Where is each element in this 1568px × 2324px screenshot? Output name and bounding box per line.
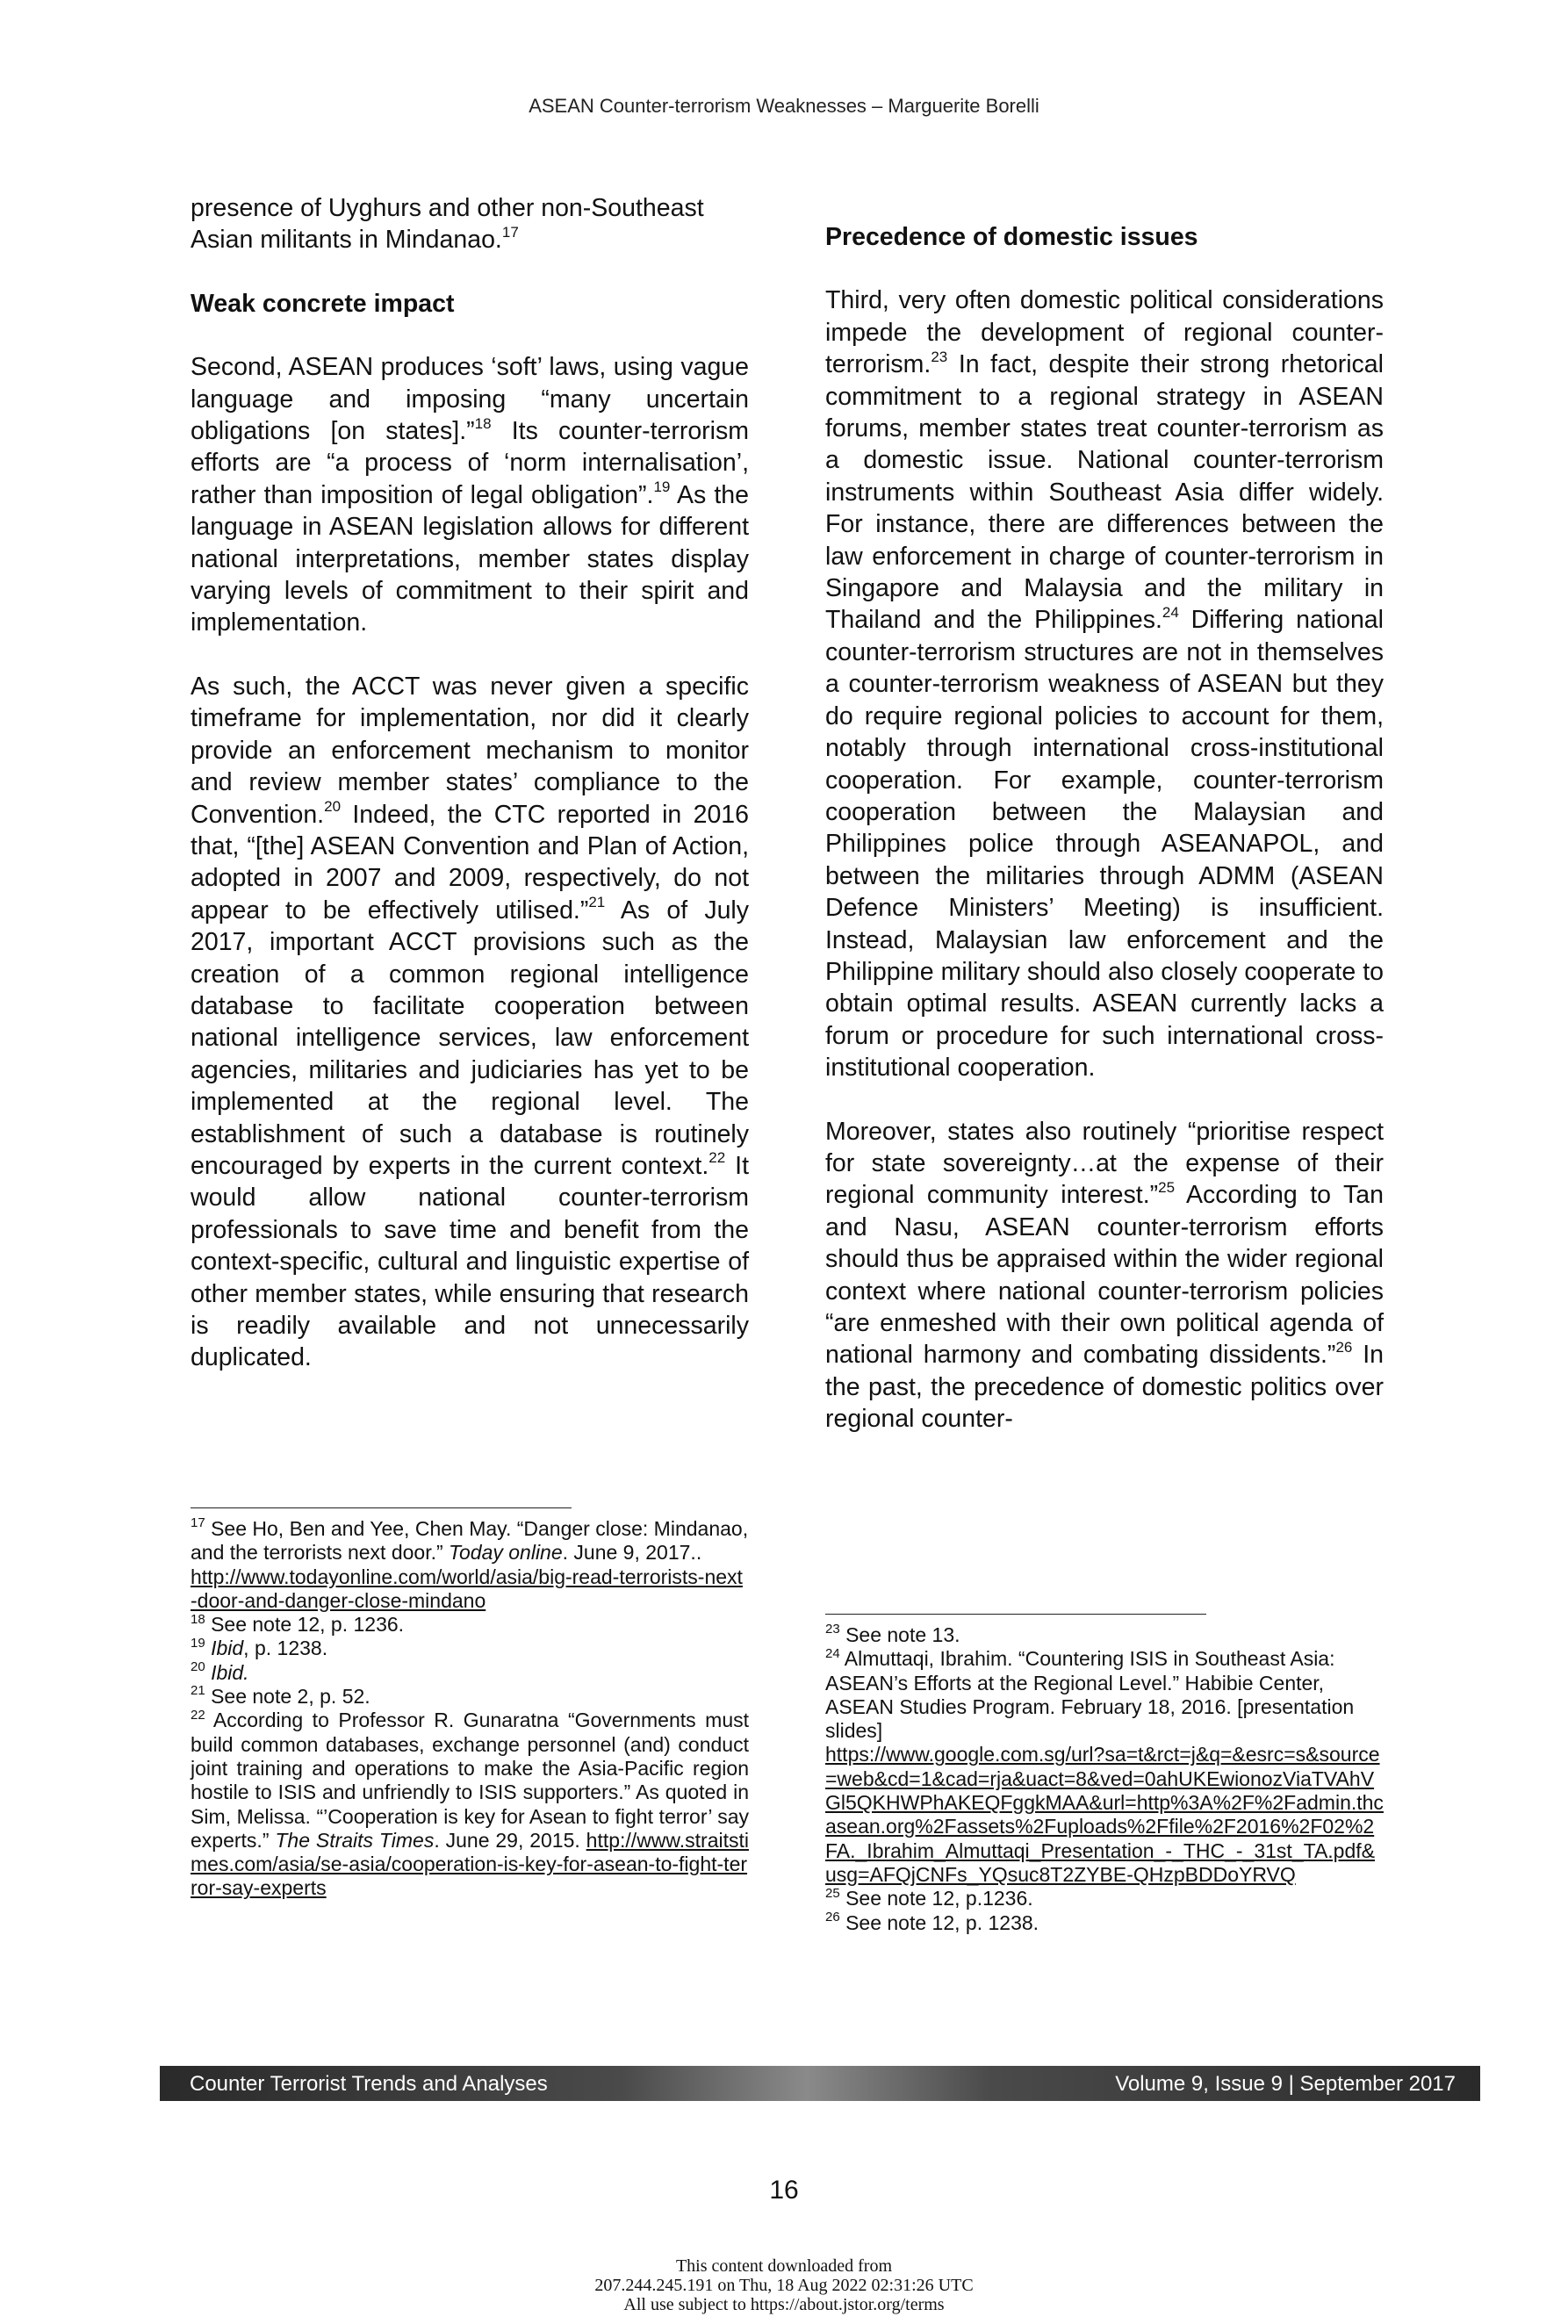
footnote-19: $^{19}$ Ibid, p. 1238.: [191, 1635, 328, 1660]
footnote-ref-21[interactable]: 21: [588, 894, 606, 911]
left-paragraph-1: presence of Uyghurs and other non-Southeast Asian militants in Mindanao.$^{17}$: [191, 194, 704, 255]
footnote-ref-17[interactable]: 17: [501, 223, 519, 241]
footnote-18: $^{18}$ See note 12, p. 1236.: [191, 1611, 405, 1637]
footnote-ref-23[interactable]: 23: [931, 348, 948, 365]
footnotes-left: [191, 1517, 749, 1901]
footnote-25: $^{25}$ See note 12, p.1236.: [825, 1885, 1033, 1910]
footnote-24: $^{24}$ Almuttaqi, Ibrahim. “Countering ISIS in Southeast Asia: ASEAN’s Efforts at the Regional Level.” Habibie Center, ASEAN Studies Program. February 18, 2016. [presentation slides] https://www.google.com.sg/url?sa=t&rct=j&q=&esrc=s&source=web&cd=1&cad=rja&uact=8&ved=0ahUKEwionozViaTVAhVGl5QKHWPhAKEQFggkMAA&url=http%3A%2F%2Fadmin.thcasean.org%2Fassets%2Fuploads%2Ffile%2F2016%2F02%2FA._Ibrahim_Almuttaqi_Presentation_-_THC_-_31st_TA.pdf&usg=AFQjCNFs_YQsuc8T2ZYBE-QHzpBDDoYRVQ: [825, 1645, 1384, 1886]
footnote-ref-18[interactable]: 18: [474, 414, 492, 432]
footnote-ref-20[interactable]: 20: [324, 798, 342, 815]
running-head: ASEAN Counter-terrorism Weaknesses – Marguerite Borelli: [529, 95, 1039, 117]
footnote-ref-25[interactable]: 25: [1158, 1178, 1176, 1196]
left-paragraph-3: As such, the ACCT was never given a specific timeframe for implementation, nor did it clearly provide an enforcement mechanism to monitor and review member states’ compliance to the Convention.$^{20}$ Indeed, the CTC reported in 2016 that, “[the] ASEAN Convention and Plan of Action, adopted in 2007 and 2009, respectively, do not appear to be effectively utilised.”$^{21}$ As of July 2017, important ACCT provisions such as the creation of a common regional intelligence database to facilitate cooperation between national intelligence services, law enforcement agencies, militaries and judiciaries has yet to be implemented at the regional level. The establishment of such a database is routinely encouraged by experts in the current context.$^{22}$ It would allow national counter-terrorism professionals to save time and benefit from the context-specific, cultural and linguistic expertise of other member states, while ensuring that research is readily available and not unnecessarily duplicated.: [191, 672, 749, 1372]
issue-info: Volume 9, Issue 9 | September 2017: [1115, 2072, 1456, 2096]
right-paragraph-1: Third, very often domestic political considerations impede the development of regional counter-terrorism.$^{23}$ In fact, despite their strong rhetorical commitment to a regional strategy in ASEAN forums, member states treat counter-terrorism as a domestic issue. National counter-terrorism instruments within Southeast Asia differ widely. For instance, there are differences between the law enforcement in charge of counter-terrorism in Singapore and Malaysia and the military in Thailand and the Philippines.$^{24}$ Differing national counter-terrorism structures are not in themselves a counter-terrorism weakness of ASEAN but they do require regional policies to account for them, notably through international cross-institutional cooperation. For example, counter-terrorism cooperation between the Malaysian and Philippines police through ASEANAPOL, and between the militaries through ADMM (ASEAN Defence Ministers’ Meeting) is insufficient. Instead, Malaysian law enforcement and the Philippine military should also closely cooperate to obtain optimal results. ASEAN currently lacks a forum or procedure for such international cross-institutional cooperation.: [825, 286, 1384, 1083]
right-column: [825, 221, 1384, 1435]
footnote-20: $^{20}$ Ibid.: [191, 1659, 249, 1684]
footnote-24-link[interactable]: https://www.google.com.sg/url?sa=t&rct=j&q=&esrc=s&source=web&cd=1&cad=rja&uact=8&ved=0ahUKEwionozViaTVAhVGl5QKHWPhAKEQFggkMAA&url=http%3A%2F%2Fadmin.thcasean.org%2Fassets%2Fuploads%2Ffile%2F2016%2F02%2FA._Ibrahim_Almuttaqi_Presentation_-_THC_-_31st_TA.pdf&usg=AFQjCNFs_YQsuc8T2ZYBE-QHzpBDDoYRVQ: [825, 1743, 1384, 1886]
footnote-17: $^{17}$ See Ho, Ben and Yee, Chen May. “Danger close: Mindanao, and the terrorists next door.” Today online. June 9, 2017.. http://www.todayonline.com/world/asia/big-read-terrorists-next-door-and-danger-close-mindano: [191, 1515, 749, 1612]
jstor-line-2: 207.244.245.191 on Thu, 18 Aug 2022 02:31:26 UTC: [594, 2276, 974, 2295]
footnote-23: $^{23}$ See note 13.: [825, 1622, 960, 1646]
footnote-ref-26[interactable]: 26: [1335, 1338, 1353, 1356]
jstor-notice: [0, 2256, 1568, 2314]
footnote-22: $^{22}$ According to Professor R. Gunaratna “Governments must build common databases, exchange personnel (and) conduct joint training and operations to make the Asia-Pacific region hostile to ISIS and unfriendly to ISIS supporters.” As quoted in Sim, Melissa. “’Cooperation is key for Asean to fight terror’ say experts.” The Straits Times. June 29, 2015. http://www.straitstimes.com/asia/se-asia/cooperation-is-key-for-asean-to-fight-terror-say-experts: [191, 1707, 749, 1900]
journal-name: Counter Terrorist Trends and Analyses: [190, 2072, 548, 2096]
footnote-ref-24[interactable]: 24: [1162, 603, 1179, 621]
footnotes-right: [825, 1623, 1384, 1935]
section-heading-weak-concrete-impact: Weak concrete impact: [191, 289, 455, 318]
footnote-rule-right: [825, 1614, 1206, 1615]
footnote-26: $^{26}$ See note 12, p. 1238.: [825, 1909, 1039, 1934]
footnote-17-link[interactable]: http://www.todayonline.com/world/asia/big-read-terrorists-next-door-and-danger-close-mindano: [191, 1565, 743, 1612]
footer-bar: [160, 2066, 1480, 2101]
footnote-21: $^{21}$ See note 2, p. 52.: [191, 1683, 370, 1709]
footnote-22-link[interactable]: http://www.straitstimes.com/asia/se-asia/cooperation-is-key-for-asean-to-fight-terror-say-experts: [191, 1828, 749, 1900]
jstor-line-1: This content downloaded from: [675, 2256, 893, 2276]
page-number: 16: [769, 2176, 799, 2205]
right-paragraph-2: Moreover, states also routinely “prioritise respect for state sovereignty…at the expense of their regional community interest.”$^{25}$ According to Tan and Nasu, ASEAN counter-terrorism efforts should thus be appraised within the wider regional context where national counter-terrorism policies “are enmeshed with their own political agenda of national harmony and combating dissidents.”$^{26}$ In the past, the precedence of domestic politics over regional counter-: [825, 1117, 1385, 1434]
left-column: [191, 192, 749, 1374]
section-heading-precedence-of-domestic-issues: Precedence of domestic issues: [825, 223, 1198, 251]
left-paragraph-2: Second, ASEAN produces ‘soft’ laws, using vague language and imposing “many uncertain obligations [on states].”$^{18}$ Its counter-terrorism efforts are “a process of ‘norm internalisation’, rather than imposition of legal obligation”.$^{19}$ As the language in ASEAN legislation allows for different national interpretations, member states display varying levels of commitment to their spirit and implementation.: [191, 353, 749, 637]
footnote-ref-19[interactable]: 19: [653, 478, 671, 496]
footnote-rule-left: [191, 1507, 572, 1508]
footnote-ref-22[interactable]: 22: [708, 1149, 726, 1167]
jstor-line-3: All use subject to https://about.jstor.org/terms: [623, 2295, 945, 2314]
